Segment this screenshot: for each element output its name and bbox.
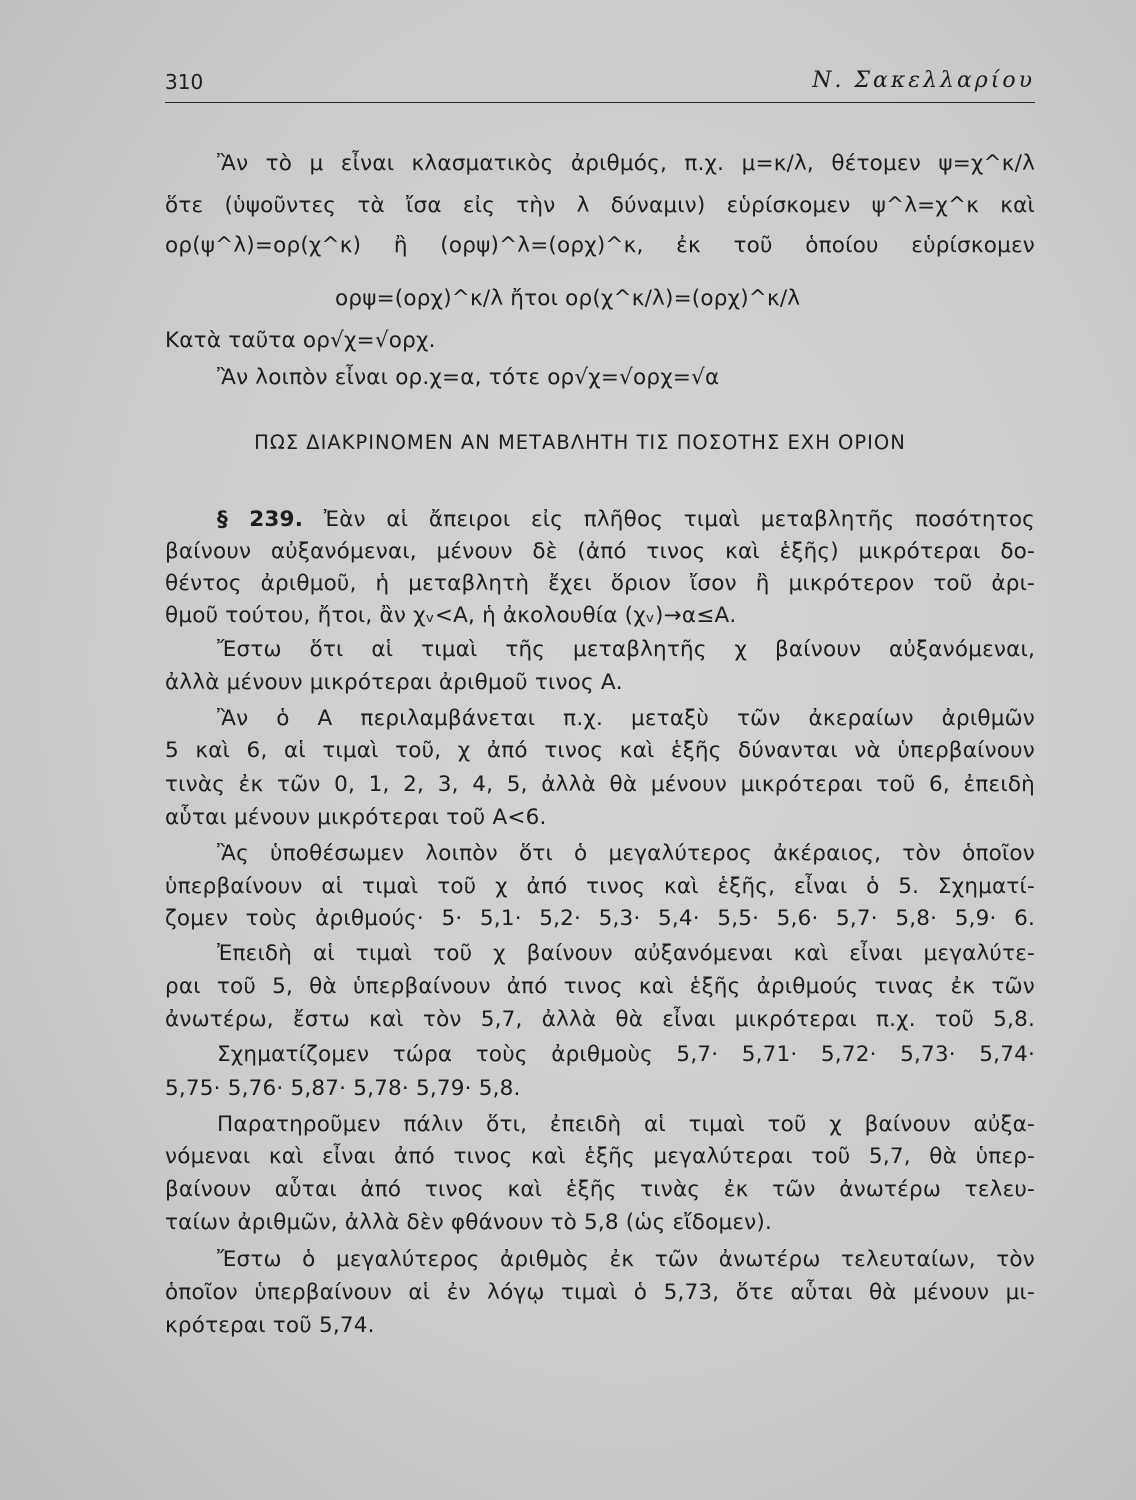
section-line-7: 5 καὶ 6, αἱ τιμαὶ τοῦ, χ ἀπό τινος καὶ ἑξῆς δύνανται νὰ ὑπερβαίνουν xyxy=(165,738,1035,763)
section-line-3: θμοῦ τούτου, ἤτοι, ἂν χᵥ<Α, ἡ ἀκολουθία (χᵥ)→α≤Α. xyxy=(165,603,737,628)
section-line-15: ἀνωτέρω, ἔστω καὶ τὸν 5,7, ἀλλὰ θὰ εἶναι μικρότεραι π.χ. τοῦ 5,8. xyxy=(165,1007,1035,1032)
formula-line-5: Κατὰ ταῦτα ορ√χ=√ορχ. xyxy=(165,328,436,353)
section-line-19: νόμεναι καὶ εἶναι ἀπό τινος καὶ ἑξῆς μεγαλύτεραι τοῦ 5,7, θὰ ὑπερ- xyxy=(165,1144,1035,1169)
running-head: Ν. Σακελλαρίου xyxy=(812,68,1035,93)
section-line-16: Σχηματίζομεν τώρα τοὺς ἀριθμοὺς 5,7· 5,71· 5,72· 5,73· 5,74· xyxy=(217,1042,1035,1067)
section-number: § 239. xyxy=(217,507,304,532)
page-number: 310 xyxy=(165,70,204,94)
section-line-11: ὑπερβαίνουν αἱ τιμαὶ τοῦ χ ἀπό τινος καὶ ἑξῆς, εἶναι ὁ 5. Σχηματί- xyxy=(165,874,1035,899)
page-header xyxy=(165,68,1035,103)
section-line-5: ἀλλὰ μένουν μικρότεραι ἀριθμοῦ τινος Α. xyxy=(165,670,623,695)
formula-line-1: Ἂν τὸ μ εἶναι κλασματικὸς ἀριθμός, π.χ. μ=κ/λ, θέτομεν ψ=χ^κ/λ xyxy=(217,151,1035,176)
section-line-9: αὗται μένουν μικρότεραι τοῦ Α<6. xyxy=(165,805,547,830)
formula-line-2: ὅτε (ὑψοῦντες τὰ ἴσα εἰς τὴν λ δύναμιν) εὑρίσκομεν ψ^λ=χ^κ καὶ xyxy=(165,193,1035,218)
section-line-2: θέντος ἀριθμοῦ, ἡ μεταβλητὴ ἔχει ὅριον ἴσον ἢ μικρότερον τοῦ ἀρι- xyxy=(165,571,1035,596)
section-line-13: Ἐπειδὴ αἱ τιμαὶ τοῦ χ βαίνουν αὐξανόμεναι καὶ εἶναι μεγαλύτε- xyxy=(217,941,1035,966)
section-line-6: Ἂν ὁ Α περιλαμβάνεται π.χ. μεταξὺ τῶν ἀκεραίων ἀριθμῶν xyxy=(217,706,1035,731)
section-line-10: Ἂς ὑποθέσωμεν λοιπὸν ὅτι ὁ μεγαλύτερος ἀκέραιος, τὸν ὁποῖον xyxy=(217,841,1035,866)
section-line-4: Ἔστω ὅτι αἱ τιμαὶ τῆς μεταβλητῆς χ βαίνουν αὐξανόμεναι, xyxy=(217,637,1035,662)
section-line-14: ραι τοῦ 5, θὰ ὑπερβαίνουν ἀπό τινος καὶ ἑξῆς ἀριθμούς τινας ἐκ τῶν xyxy=(165,974,1035,999)
section-heading: ΠΩΣ ΔΙΑΚΡΙΝΟΜΕΝ ΑΝ ΜΕΤΑΒΛΗΤΗ ΤΙΣ ΠΟΣΟΤΗΣ ΕΧΗ ΟΡΙΟΝ xyxy=(254,431,906,454)
section-line-0: Ἐὰν αἱ ἄπειροι εἰς πλῆθος τιμαὶ μεταβλητῆς ποσότητος xyxy=(323,507,1035,532)
section-line-18: Παρατηροῦμεν πάλιν ὅτι, ἐπειδὴ αἱ τιμαὶ τοῦ χ βαίνουν αὐξα- xyxy=(217,1112,1035,1137)
formula-line-4: ορψ=(ορχ)^κ/λ ἤτοι ορ(χ^κ/λ)=(ορχ)^κ/λ xyxy=(335,286,801,311)
section-line-24: κρότεραι τοῦ 5,74. xyxy=(165,1313,375,1338)
section-line-12: ζομεν τοὺς ἀριθμούς· 5· 5,1· 5,2· 5,3· 5,4· 5,5· 5,6· 5,7· 5,8· 5,9· 6. xyxy=(165,906,1035,931)
paragraph-line xyxy=(165,506,1035,534)
section-line-22: Ἔστω ὁ μεγαλύτερος ἀριθμὸς ἐκ τῶν ἀνωτέρω τελευταίων, τὸν xyxy=(217,1247,1035,1272)
section-line-17: 5,75· 5,76· 5,87· 5,78· 5,79· 5,8. xyxy=(165,1076,521,1101)
section-line-8: τινὰς ἐκ τῶν 0, 1, 2, 3, 4, 5, ἀλλὰ θὰ μένουν μικρότεραι τοῦ 6, ἐπειδὴ xyxy=(165,772,1035,797)
section-line-20: βαίνουν αὗται ἀπό τινος καὶ ἑξῆς τινὰς ἐκ τῶν ἀνωτέρω τελευ- xyxy=(165,1177,1035,1202)
formula-line-3: ορ(ψ^λ)=ορ(χ^κ) ἢ (ορψ)^λ=(ορχ)^κ, ἐκ τοῦ ὁποίου εὑρίσκομεν xyxy=(165,233,1035,258)
formula-line-6: Ἂν λοιπὸν εἶναι ορ.χ=α, τότε ορ√χ=√ορχ=√α xyxy=(217,365,720,390)
section-line-21: ταίων ἀριθμῶν, ἀλλὰ δὲν φθάνουν τὸ 5,8 (ὡς εἴδομεν). xyxy=(165,1210,772,1235)
section-line-23: ὁποῖον ὑπερβαίνουν αἱ ἐν λόγῳ τιμαὶ ὁ 5,73, ὅτε αὗται θὰ μένουν μι- xyxy=(165,1280,1035,1305)
section-line-1: βαίνουν αὐξανόμεναι, μένουν δὲ (ἀπό τινος καὶ ἑξῆς) μικρότεραι δο- xyxy=(165,539,1035,564)
